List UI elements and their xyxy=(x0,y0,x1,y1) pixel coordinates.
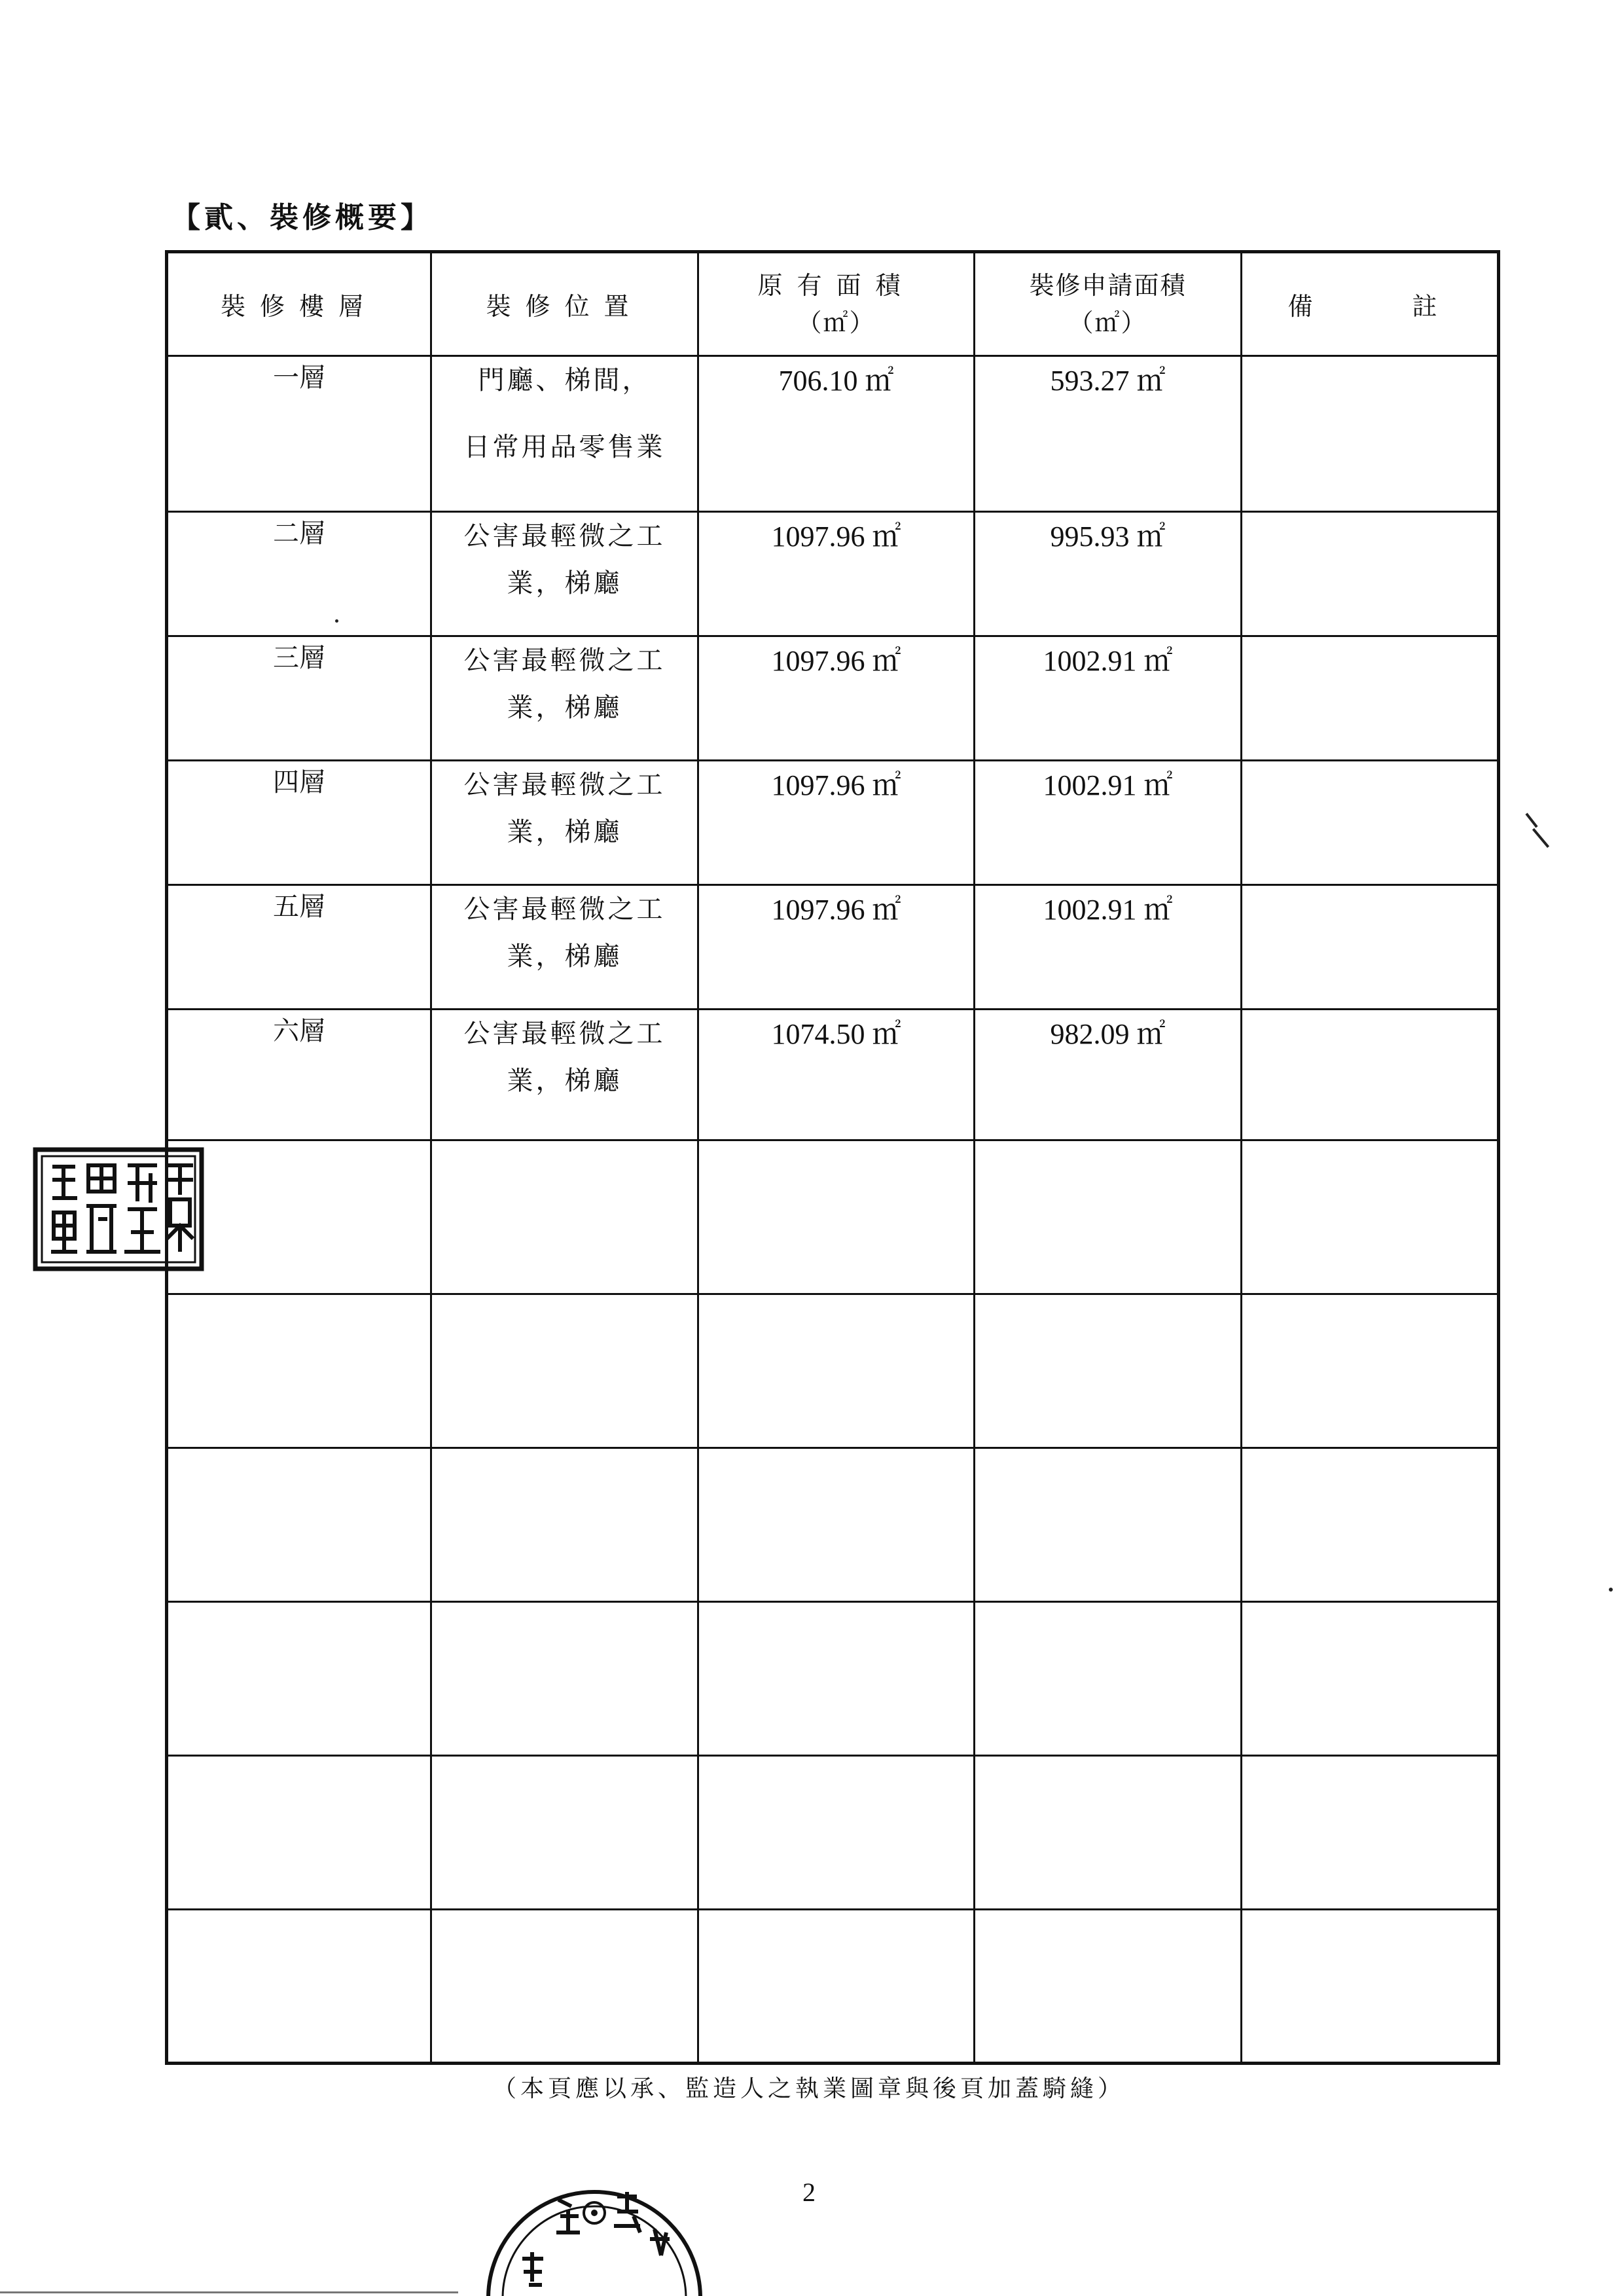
empty-cell xyxy=(1242,1294,1499,1448)
area-unit: ㎡ xyxy=(1143,894,1173,926)
position-line-2: 業，梯廳 xyxy=(507,817,622,847)
table-body xyxy=(167,356,1499,2064)
empty-cell xyxy=(975,1756,1242,1910)
header-applied-area-label: 裝修申請面積 xyxy=(1029,270,1187,300)
header-original-area-unit: （㎡） xyxy=(797,308,876,337)
original-area-value: 1097.96 xyxy=(771,645,865,677)
position-cell xyxy=(431,761,698,885)
empty-table-row xyxy=(167,1910,1499,2064)
position-line-2: 業，梯廳 xyxy=(507,693,622,723)
area-unit: ㎡ xyxy=(1136,365,1166,397)
original-area-value: 1097.96 xyxy=(771,520,865,553)
position-cell xyxy=(431,636,698,761)
applied-area-cell xyxy=(975,356,1242,512)
header-note-char-2: 註 xyxy=(1412,292,1452,321)
header-applied-area xyxy=(975,252,1242,356)
empty-cell xyxy=(1242,1756,1499,1910)
applied-area-value: 593.27 xyxy=(1050,365,1130,397)
position-line-2: 日常用品零售業 xyxy=(463,432,666,462)
floor-cell: 三層 xyxy=(167,636,431,761)
note-cell xyxy=(1242,761,1499,885)
original-area-value: 1097.96 xyxy=(771,894,865,926)
empty-cell xyxy=(975,1140,1242,1294)
area-unit: ㎡ xyxy=(872,645,901,677)
original-area-cell xyxy=(698,1010,975,1140)
original-area-value: 1097.96 xyxy=(771,769,865,801)
applied-area-cell xyxy=(975,885,1242,1010)
header-floor: 裝修樓層 xyxy=(167,252,431,356)
empty-cell xyxy=(431,1294,698,1448)
empty-cell xyxy=(167,1294,431,1448)
position-line-1: 公害最輕微之工 xyxy=(463,1019,666,1049)
empty-cell xyxy=(1242,1910,1499,2064)
floor-cell: 一層 xyxy=(167,356,431,512)
scan-speck xyxy=(1532,828,1549,848)
scan-speck xyxy=(335,619,338,623)
original-area-cell xyxy=(698,356,975,512)
position-line-1: 公害最輕微之工 xyxy=(463,521,666,551)
table-row xyxy=(167,636,1499,761)
scan-speck xyxy=(1609,1588,1613,1592)
area-unit: ㎡ xyxy=(1143,645,1173,677)
note-cell xyxy=(1242,356,1499,512)
applied-area-cell xyxy=(975,761,1242,885)
original-area-cell xyxy=(698,636,975,761)
area-unit: ㎡ xyxy=(865,365,894,397)
empty-cell xyxy=(975,1294,1242,1448)
original-area-cell xyxy=(698,885,975,1010)
empty-cell xyxy=(975,1602,1242,1756)
applied-area-value: 1002.91 xyxy=(1043,894,1137,926)
empty-cell xyxy=(431,1448,698,1602)
position-line-1: 門廳、梯間， xyxy=(478,365,651,395)
floor-cell: 四層 xyxy=(167,761,431,885)
area-unit: ㎡ xyxy=(872,1018,901,1050)
original-area-value: 706.10 xyxy=(778,365,858,397)
empty-cell xyxy=(431,1140,698,1294)
position-cell xyxy=(431,885,698,1010)
applied-area-cell xyxy=(975,512,1242,636)
architect-seal-stamp xyxy=(33,1147,204,1271)
applied-area-value: 995.93 xyxy=(1050,520,1130,553)
empty-cell xyxy=(431,1910,698,2064)
applied-area-value: 1002.91 xyxy=(1043,769,1137,801)
empty-cell xyxy=(1242,1448,1499,1602)
empty-cell xyxy=(167,1756,431,1910)
renovation-summary-table xyxy=(165,250,1500,2065)
area-unit: ㎡ xyxy=(872,520,901,553)
empty-cell xyxy=(698,1756,975,1910)
table-row xyxy=(167,761,1499,885)
area-unit: ㎡ xyxy=(1136,1018,1166,1050)
floor-cell: 六層 xyxy=(167,1010,431,1140)
applied-area-cell xyxy=(975,636,1242,761)
position-line-2: 業，梯廳 xyxy=(507,1066,622,1096)
header-applied-area-unit: （㎡） xyxy=(1068,308,1147,337)
header-position: 裝修位置 xyxy=(431,252,698,356)
empty-table-row xyxy=(167,1448,1499,1602)
position-cell xyxy=(431,512,698,636)
position-line-1: 公害最輕微之工 xyxy=(463,770,666,800)
scan-speck xyxy=(1525,813,1537,828)
table-row xyxy=(167,1010,1499,1140)
empty-cell xyxy=(167,1602,431,1756)
table-row xyxy=(167,885,1499,1010)
note-cell xyxy=(1242,885,1499,1010)
header-original-area xyxy=(698,252,975,356)
area-unit: ㎡ xyxy=(872,894,901,926)
table-row xyxy=(167,512,1499,636)
empty-cell xyxy=(975,1448,1242,1602)
page-number: 2 xyxy=(802,2178,816,2207)
table-header-row xyxy=(167,252,1499,356)
empty-cell xyxy=(431,1756,698,1910)
empty-table-row xyxy=(167,1602,1499,1756)
empty-cell xyxy=(698,1294,975,1448)
empty-cell xyxy=(975,1910,1242,2064)
empty-cell xyxy=(431,1602,698,1756)
position-line-1: 公害最輕微之工 xyxy=(463,894,666,924)
applied-area-value: 1002.91 xyxy=(1043,645,1137,677)
note-cell xyxy=(1242,636,1499,761)
section-title: 【貳、裝修概要】 xyxy=(171,201,433,234)
header-note-char-1: 備 xyxy=(1287,292,1327,321)
empty-cell xyxy=(698,1448,975,1602)
position-cell xyxy=(431,356,698,512)
applied-area-cell xyxy=(975,1010,1242,1140)
table-row xyxy=(167,356,1499,512)
position-line-2: 業，梯廳 xyxy=(507,568,622,598)
empty-table-row xyxy=(167,1294,1499,1448)
position-cell xyxy=(431,1010,698,1140)
area-unit: ㎡ xyxy=(1136,520,1166,553)
position-line-2: 業，梯廳 xyxy=(507,941,622,972)
original-area-value: 1074.50 xyxy=(771,1018,865,1050)
area-unit: ㎡ xyxy=(1143,769,1173,801)
empty-cell xyxy=(698,1602,975,1756)
position-line-1: 公害最輕微之工 xyxy=(463,646,666,676)
scan-edge-line xyxy=(0,2291,458,2293)
applied-area-value: 982.09 xyxy=(1050,1018,1130,1050)
area-unit: ㎡ xyxy=(872,769,901,801)
original-area-cell xyxy=(698,512,975,636)
original-area-cell xyxy=(698,761,975,885)
empty-cell xyxy=(698,1140,975,1294)
note-cell xyxy=(1242,512,1499,636)
empty-table-row xyxy=(167,1756,1499,1910)
empty-cell xyxy=(698,1910,975,2064)
empty-cell xyxy=(167,1910,431,2064)
floor-cell: 二層 xyxy=(167,512,431,636)
empty-cell xyxy=(167,1140,431,1294)
government-seal-stamp xyxy=(483,2160,706,2296)
empty-cell xyxy=(1242,1602,1499,1756)
footnote: （本頁應以承、監造人之執業圖章與後頁加蓋騎縫） xyxy=(492,2075,1125,2102)
header-original-area-label: 原有面積 xyxy=(757,270,915,300)
floor-cell: 五層 xyxy=(167,885,431,1010)
empty-cell xyxy=(1242,1140,1499,1294)
empty-cell xyxy=(167,1448,431,1602)
header-note xyxy=(1242,252,1499,356)
note-cell xyxy=(1242,1010,1499,1140)
empty-table-row xyxy=(167,1140,1499,1294)
